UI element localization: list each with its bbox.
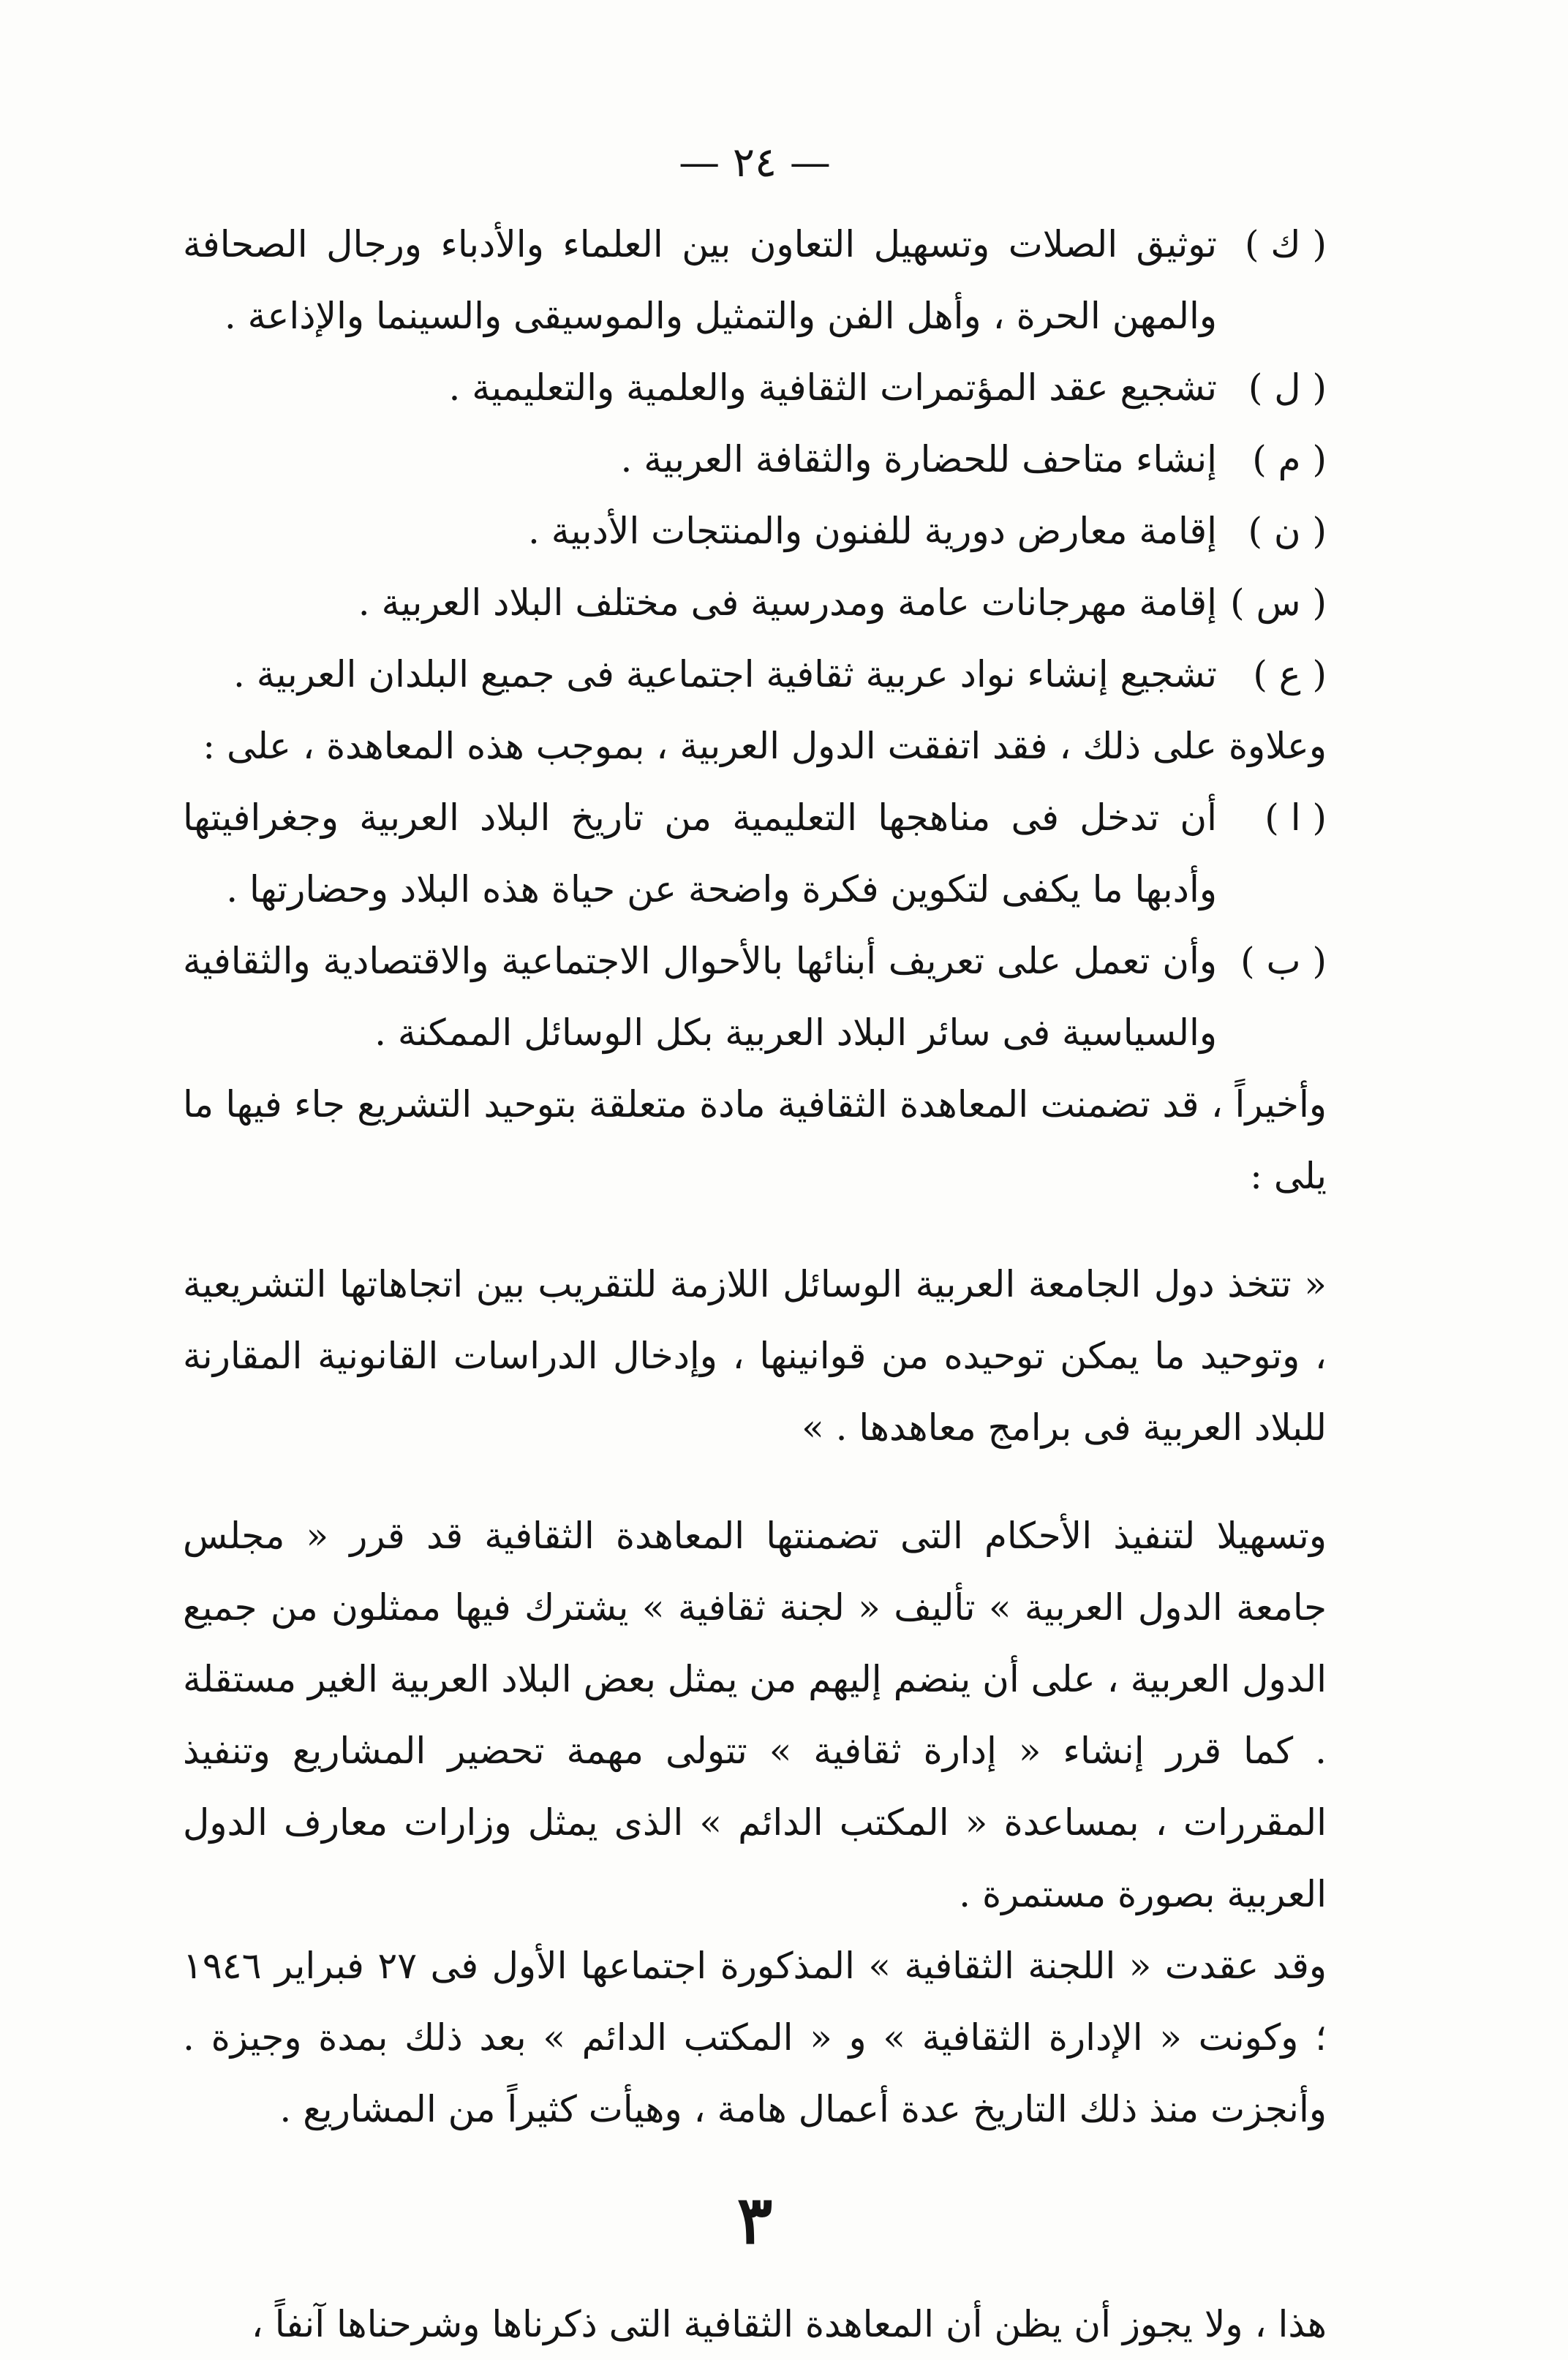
item-marker: ( ك ) xyxy=(1244,223,1327,265)
paragraph-meeting: وقد عقدت « اللجنة الثقافية » المذكورة اجتماعها الأول فى ٢٧ فبراير ١٩٤٦ ؛ وكونت « الإدارة الثقافية » و « المكتب الدائم » بعد ذلك بمدة وجيزة . وأنجزت منذ ذلك التاريخ عدة أعمال هامة ، وهيأت كثيراً من المشاريع . xyxy=(183,1945,1327,2130)
paragraph-agreement: وعلاوة على ذلك ، فقد اتفقت الدول العربية ، بموجب هذه المعاهدة ، على : xyxy=(203,725,1327,767)
item-text: أن تدخل فى مناهجها التعليمية من تاريخ البلاد العربية وجغرافيتها وأدبها ما يكفى لتكوين فكرة واضحة عن حياة هذه البلاد وحضارتها . xyxy=(183,796,1217,911)
item-marker: ( س ) xyxy=(1230,581,1327,624)
quoted-article: « تتخذ دول الجامعة العربية الوسائل اللازمة للتقريب بين اتجاهاتها التشريعية ، وتوحيد ما يمكن توحيده من قوانينها ، وإدخال الدراسات القانونية المقارنة للبلاد العربية فى برامج معاهدها . » xyxy=(183,1263,1327,1449)
item-text: إقامة معارض دورية للفنون والمنتجات الأدبية . xyxy=(527,510,1217,552)
item-marker: ( ع ) xyxy=(1253,653,1327,695)
list-items-secondary xyxy=(183,782,1327,1068)
item-text: تشجيع عقد المؤتمرات الثقافية والعلمية والتعليمية . xyxy=(448,366,1217,409)
list-item xyxy=(183,423,1327,495)
list-item xyxy=(183,495,1327,567)
item-text: وأن تعمل على تعريف أبنائها بالأحوال الاجتماعية والاقتصادية والثقافية والسياسية فى سائر البلاد العربية بكل الوسائل الممكنة . xyxy=(183,940,1217,1054)
list-item xyxy=(183,638,1327,710)
list-item xyxy=(183,208,1327,352)
paragraph-finally: وأخيراً ، قد تضمنت المعاهدة الثقافية مادة متعلقة بتوحيد التشريع جاء فيها ما يلى : xyxy=(183,1083,1327,1197)
page-number: — ٢٤ — xyxy=(679,139,831,186)
item-text: تشجيع إنشاء نواد عربية ثقافية اجتماعية فى جميع البلدان العربية . xyxy=(233,653,1217,695)
item-marker: ( ن ) xyxy=(1248,510,1327,552)
item-marker: ( ل ) xyxy=(1248,366,1327,409)
item-marker: ( ا ) xyxy=(1264,796,1327,839)
list-item xyxy=(183,782,1327,925)
item-text: إنشاء متاحف للحضارة والثقافة العربية . xyxy=(620,438,1217,480)
list-item xyxy=(183,925,1327,1068)
paragraph-last: هذا ، ولا يجوز أن يظن أن المعاهدة الثقافية التى ذكرناها وشرحناها آنفاً ، xyxy=(251,2303,1327,2345)
section-number: ٣ xyxy=(736,2182,773,2259)
item-marker: ( م ) xyxy=(1252,438,1327,480)
item-text: إقامة مهرجانات عامة ومدرسية فى مختلف البلاد العربية . xyxy=(358,581,1217,624)
item-marker: ( ب ) xyxy=(1240,940,1327,982)
list-item xyxy=(183,567,1327,638)
list-items xyxy=(183,208,1327,710)
list-item xyxy=(183,352,1327,423)
paragraph-implementation: وتسهيلا لتنفيذ الأحكام التى تضمنتها المعاهدة الثقافية قد قرر « مجلس جامعة الدول العربية » تأليف « لجنة ثقافية » يشترك فيها ممثلون من جميع الدول العربية ، على أن ينضم إليهم من يمثل بعض البلاد العربية الغير مستقلة . كما قرر إنشاء « إدارة ثقافية » تتولى مهمة تحضير المشاريع وتنفيذ المقررات ، بمساعدة « المكتب الدائم » الذى يمثل وزارات معارف الدول العربية بصورة مستمرة . xyxy=(182,1515,1327,1915)
item-text: توثيق الصلات وتسهيل التعاون بين العلماء والأدباء ورجال الصحافة والمهن الحرة ، وأهل الفن والتمثيل والموسيقى والسينما والإذاعة . xyxy=(183,223,1217,337)
